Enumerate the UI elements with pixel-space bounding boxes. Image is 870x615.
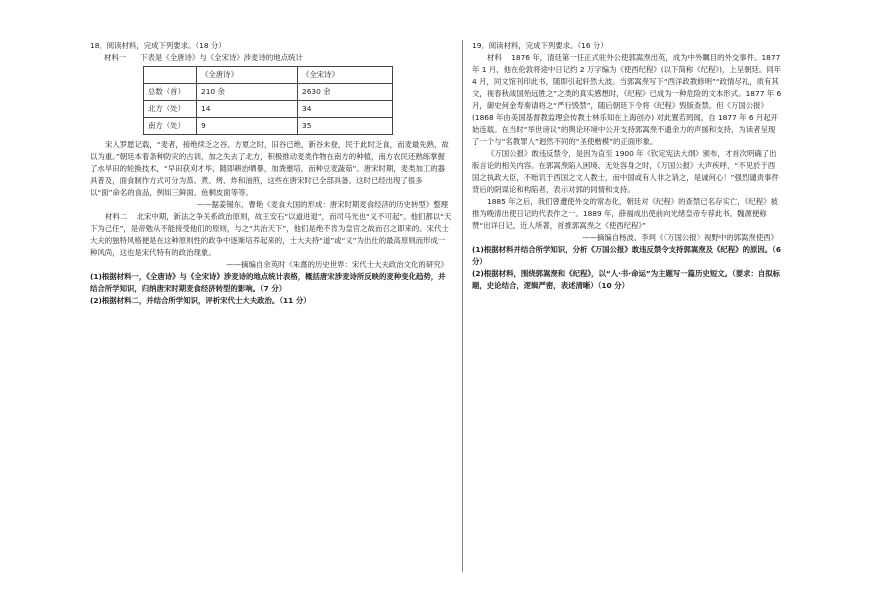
- table-cell: 14: [197, 101, 298, 118]
- question-19-1: (1)根据材料并结合所学知识，分析《万国公报》敢违反禁令支持郭嵩焘及《纪程》的原因。（6 分）: [472, 245, 781, 266]
- table-cell: 35: [298, 118, 393, 135]
- right-column: [472, 40, 782, 292]
- material-1-paragraph: 宋人罗愿记载，“麦者，接绝续乏之谷。方夏之时，旧谷已绝，新谷未登，民于此时乏食，而麦最先熟，故以为重。”朝廷本着条种防灾的古训，加之失去了北方，积极推动麦类作物在南方的种植，南方农民还熟练掌握了水旱田的轮换技术，“早田获刈才毕，随即耕治晒暴，加粪壅培，而种豆麦蔬茹”。唐宋时期，麦类加工的器具普及，面食制作方式可分为蒸、煮、烤、炸和油煎，这些在唐宋时已全部具备。这时已经出现了很多以“面”命名的食品，例如三鲜面、鱼桐皮面等等。: [90, 140, 449, 197]
- table-cell: 9: [197, 118, 298, 135]
- question-19-2: (2)根据材料，围绕郭嵩焘和《纪程》，以“人·书·命运”为主题写一篇历史短文。（要求：自拟标题，史论结合，逻辑严密，表述清晰）（10 分）: [472, 269, 781, 290]
- table-cell: 《全宋诗》: [298, 67, 393, 84]
- material-paragraph-2: 《万国公报》敢违反禁令，是因为直至 1900 年《钦定宪法大纲》颁布，才首次明确了出版言论的相关内容。在郭嵩焘陷入困境、无处容身之时，《万国公报》大声疾呼，“不见於于西国之执政大臣，不贻讥于西国之文人教士，而中国或有人非之诮之，是诚何心！”强烈谴责事件背后的阴谋论和构陷者，表示对郭的同情和支持。: [472, 149, 779, 194]
- table-header-row: [144, 67, 393, 84]
- material-1-line: [90, 52, 452, 64]
- column-divider: [462, 40, 463, 572]
- table-row: [144, 101, 393, 118]
- table-cell: 34: [298, 101, 393, 118]
- table-row: [144, 84, 393, 101]
- material-2-label: 材料二: [105, 212, 128, 221]
- material-2-text: 北宋中期，新法之争关系政治原则，故王安石“以道进退”，而司马光也“义不可起”。他们都以“天下为己任”，是帝勉从不能接受他们的原则，与之“共治天下”，他们是绝不肯为皇官之故而召之即来的。宋代士大夫的独特风格便是在这种原则性的政争中逐渐培养起来的，士大夫持“道”或“义”为出仕的最高原则而形成一种风尚，这也是宋代特有的政治现象。: [90, 212, 452, 257]
- table-row: [144, 118, 393, 135]
- table-cell: 《全唐诗》: [197, 67, 298, 84]
- material-text-1: 1876 年，清廷第一任正式驻外公使郭嵩焘出英，成为中外瞩目的外交事件。1877 年 1 月，他在伦敦将途中日记约 2 万字编为《使西纪程》(以下简称《纪程》)，上呈朝廷。同年 4 月，同文馆刊印此书，随即引起轩然大波。当郭嵩焘写下“西洋政教修明”“政情尽礼，质有其文，视春秋战国殆远胜之”之类的真实感想时，《纪程》已成为一种危险的文本形式。1877 年 6 月，御史何金寿奏请将之“严行毁禁”，随后朝廷下令将《纪程》毁版查禁。但《万国公报》(1868 年由美国基督教监理会传教士林乐知在上海创办) 对此置若罔闻，自 1877 年 6 月起开始连载。在当时“举世谤议”的舆论环境中公开支持郭嵩焘不遗余力的声援和支持，为读者呈现了一个与“名教罪人”迥然不同的“圣使楷模”的正面形象。: [472, 53, 782, 146]
- table-cell: 总数（首）: [144, 84, 197, 101]
- poem-statistics-table: [143, 66, 393, 135]
- material-2-paragraph: [90, 211, 452, 259]
- table-cell: 210 余: [197, 84, 298, 101]
- table-cell: 南方（处）: [144, 118, 197, 135]
- material-paragraph-3: 1885 年之后，我们曾遭使外交的常态化，朝廷对《纪程》的查禁已名存实亡，《纪程》被推为晚清出使日记的代表作之一。1889 年，薛福成出使前向光绪皇帝专荐此书。魏源便称赞“出详日记，近人所著，首推郭嵩焘之《使西纪程》”: [472, 197, 778, 230]
- question-18-heading: 18．阅读材料，完成下列要求。（18 分）: [90, 41, 226, 50]
- material-label: 材料: [487, 53, 502, 62]
- material-2-citation: ——摘编自余英时《朱熹的历史世界：宋代士大夫政治文化的研究》: [226, 260, 448, 269]
- material-paragraph-1: [472, 52, 782, 148]
- left-column: [90, 40, 452, 307]
- material-1-citation: ——据姜锡东、曹艳《麦食大国的形成：唐宋时期麦食经济的历史转型》整理: [196, 200, 448, 209]
- material-1-intro: 下表是《全唐诗》与《全宋诗》涉麦诗的地点统计: [140, 53, 303, 62]
- material-1-label: 材料一: [104, 53, 127, 62]
- question-19-heading: 19．阅读材料，完成下列要求。（16 分）: [472, 41, 608, 50]
- question-18-2: (2)根据材料二，并结合所学知识，评析宋代士大夫政治。（11 分）: [90, 296, 311, 305]
- table-cell: [144, 67, 197, 84]
- question-18-1: (1)根据材料一，《全唐诗》与《全宋诗》涉麦诗的地点统计表格，概括唐宋涉麦诗所反映的麦种变化趋势，并结合所学知识，归纳唐宋时期麦食经济转型的影响。（7 分）: [90, 272, 446, 293]
- table-cell: 北方（处）: [144, 101, 197, 118]
- table-cell: 2630 余: [298, 84, 393, 101]
- material-citation: ——摘编自杨波、李珂《〈万国公报〉视野中的郭嵩焘使西》: [582, 233, 778, 242]
